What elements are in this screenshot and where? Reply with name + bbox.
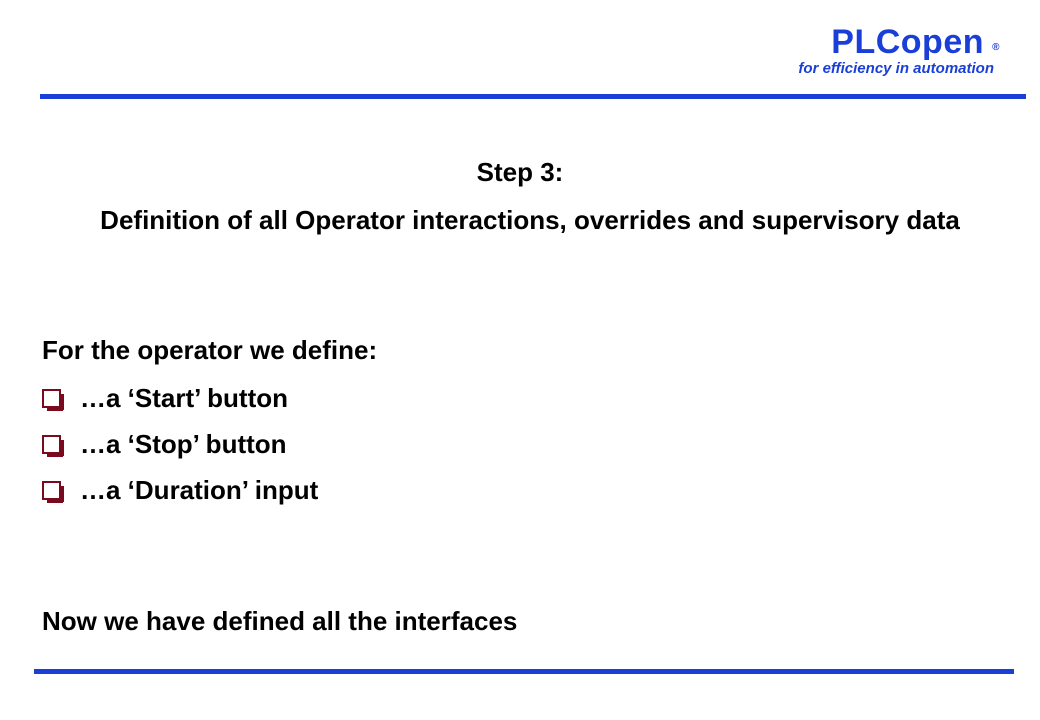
list-item [42,421,318,467]
checkbox-square-icon [42,481,61,500]
plcopen-logo [798,22,1000,77]
bullet-text: …a ‘Duration’ input [80,474,319,505]
registered-mark: ® [992,42,1000,53]
logo-wordmark [831,22,1000,62]
operator-intro: For the operator we define: [42,335,378,365]
logo-tagline: for efficiency in automation [798,60,994,77]
footer-rule [34,669,1014,674]
operator-bullet-list [42,375,318,513]
list-item [42,467,318,513]
bullet-text: …a ‘Stop’ button [80,428,287,459]
list-item [42,375,318,421]
header-rule [40,94,1026,99]
checkbox-square-icon [42,389,61,408]
bullet-text: …a ‘Start’ button [80,382,288,413]
step-subtitle: Definition of all Operator interactions, overrides and supervisory data [100,205,960,235]
step-title: Step 3: [476,157,564,187]
conclusion-text: Now we have defined all the interfaces [42,606,518,636]
logo-name: PLCopen [831,23,984,61]
checkbox-square-icon [42,435,61,454]
